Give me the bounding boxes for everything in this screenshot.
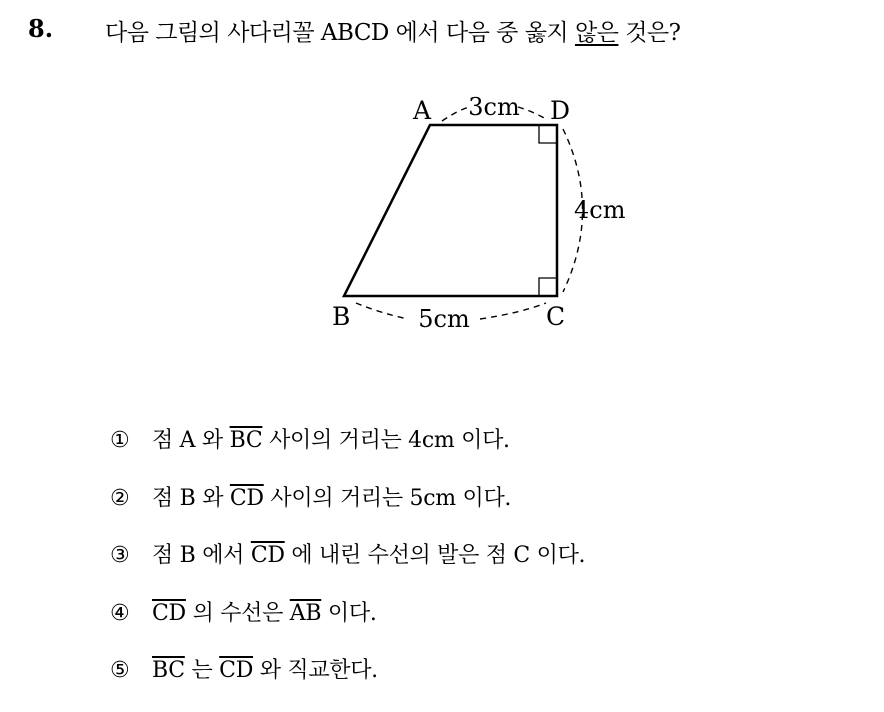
segment-label: $\overline{CD}$ xyxy=(250,543,285,568)
choice-text: 점 B 에서 xyxy=(152,543,251,568)
segment-label: $\overline{BC}$ xyxy=(152,658,185,683)
question-text-after: 것은? xyxy=(618,20,681,46)
vertex-label-a: A xyxy=(413,96,432,125)
question-number: 8. xyxy=(28,14,54,43)
answer-choice-4[interactable] xyxy=(110,597,585,655)
choice-text: 사이의 거리는 4cm 이다. xyxy=(262,428,510,453)
bottom-measure-arc-left xyxy=(356,303,408,319)
choice-number: ④ xyxy=(110,600,130,626)
top-measure-arc-right xyxy=(518,107,546,119)
answer-choice-3[interactable] xyxy=(110,539,585,597)
choice-number: ⑤ xyxy=(110,658,130,683)
choice-text: 는 xyxy=(184,658,220,683)
choice-text: 의 수선은 xyxy=(185,600,290,626)
choice-text: 이다. xyxy=(321,600,377,626)
vertex-label-d: D xyxy=(550,96,571,125)
choice-text: 점 B 와 xyxy=(152,485,230,511)
choice-text: 사이의 거리는 5cm 이다. xyxy=(263,485,512,511)
answer-choice-1[interactable] xyxy=(110,424,585,482)
trapezoid-shape xyxy=(344,125,557,296)
answer-choices xyxy=(110,424,585,712)
vertex-label-b: B xyxy=(332,302,351,331)
question-text xyxy=(105,14,680,47)
label-top-length: 3cm xyxy=(468,93,520,121)
segment-label: $\overline{BC}$ xyxy=(229,428,263,453)
vertex-label-c: C xyxy=(546,302,566,331)
choice-number: ③ xyxy=(110,543,130,568)
choice-number: ① xyxy=(110,428,130,453)
choice-text: 와 직교한다. xyxy=(253,658,378,683)
choice-text: 점 A 와 xyxy=(152,428,230,453)
segment-label: $\overline{CD}$ xyxy=(152,600,186,626)
answer-choice-2[interactable] xyxy=(110,482,585,540)
label-right-length: 4cm xyxy=(574,196,626,224)
segment-label: $\overline{CD}$ xyxy=(219,658,254,683)
right-angle-marker-c xyxy=(539,278,557,296)
choice-text: 에 내린 수선의 발은 점 C 이다. xyxy=(284,543,586,568)
top-measure-arc-left xyxy=(442,107,470,121)
trapezoid-figure xyxy=(320,85,660,349)
label-bottom-length: 5cm xyxy=(418,305,470,333)
right-angle-marker-d xyxy=(539,125,557,143)
segment-label: $\overline{CD}$ xyxy=(229,485,264,511)
choice-number: ② xyxy=(110,485,130,511)
bottom-measure-arc-right xyxy=(480,303,546,319)
segment-label: $\overline{AB}$ xyxy=(289,600,322,626)
question-emphasis: 않은 xyxy=(574,20,619,46)
answer-choice-5[interactable] xyxy=(110,654,585,712)
question-text-before: 다음 그림의 사다리꼴 ABCD 에서 다음 중 옳지 xyxy=(105,20,575,46)
trapezoid-diagram xyxy=(320,85,660,345)
